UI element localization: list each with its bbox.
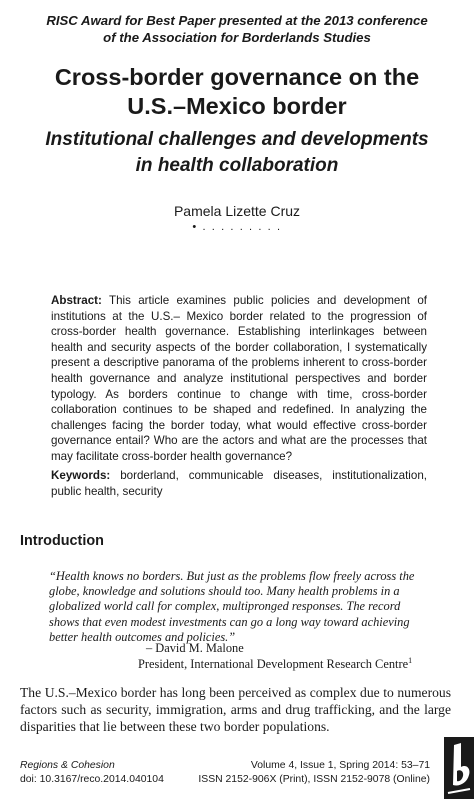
author-name: Pamela Lizette Cruz <box>173 203 301 219</box>
footer-left <box>20 759 164 787</box>
footer-right <box>198 759 430 787</box>
title-line-1: Cross-border governance on the <box>54 64 420 90</box>
title-line-2: U.S.–Mexico border <box>127 93 347 119</box>
volume-info: Volume 4, Issue 1, Spring 2014: 53–71 <box>250 760 430 771</box>
keywords <box>51 468 427 499</box>
keywords-text: borderland, communicable diseases, institutionalization, public health, security <box>51 469 427 498</box>
doi[interactable]: doi: 10.3167/reco.2014.040104 <box>20 774 164 785</box>
epigraph-attribution <box>138 641 438 672</box>
abstract-text: This article examines public policies and development of institutions at the U.S.– Mexico border related to the progression of cross-border health governance. Establishing interlinkages between health and security aspects of the border collaboration, I systematically present a descriptive panorama of the problems inherent to cross-border health governance and analyze institutional perspectives and border typology. As borders continue to change with time, cross-border collaboration continues to be shaped and redefined. In analyzing the challenges facing the border today, what would effective cross-border governance entail? Who are the actors and what are the processes that may facilitate cross-border health governance? <box>51 294 427 463</box>
attribution-title-line <box>138 657 438 673</box>
section-heading-introduction: Introduction <box>20 533 104 549</box>
attribution-name: – David M. Malone <box>146 641 244 655</box>
body-paragraph: The U.S.–Mexico border has long been perceived as complex due to numerous factors such as security, immigration, arms and drug trafficking, and the large disparities that lie between these two border populations. <box>20 685 451 735</box>
award-line-2: of the Association for Borderlands Studies <box>103 30 371 45</box>
separator-dots: • . . . . . . . . . <box>192 221 282 233</box>
attribution-title: President, International Development Research Centre <box>138 656 409 671</box>
subtitle-line-2: in health collaboration <box>135 155 339 176</box>
award-line-1: RISC Award for Best Paper presented at the 2013 conference <box>46 13 428 28</box>
article-title <box>10 63 464 121</box>
article-subtitle <box>10 127 464 179</box>
keywords-label: Keywords: <box>51 469 111 482</box>
footnote-marker[interactable]: 1 <box>408 655 413 665</box>
abstract <box>51 293 427 465</box>
issn-info: ISSN 2152-906X (Print), ISSN 2152-9078 (Online) <box>198 774 430 785</box>
abstract-label: Abstract: <box>51 294 102 307</box>
berghahn-logo-icon <box>444 737 474 799</box>
award-note <box>20 12 454 46</box>
epigraph-quote: “Health knows no borders. But just as the problems flow freely across the globe, knowledge and solutions should too. Many health problems in a globalized world call for complex, multipronged responses. The record shows that even modest investments can go a long way toward achieving better health outcomes and policies.” <box>49 569 415 644</box>
journal-name: Regions & Cohesion <box>20 760 115 771</box>
subtitle-line-1: Institutional challenges and developments <box>45 129 429 150</box>
